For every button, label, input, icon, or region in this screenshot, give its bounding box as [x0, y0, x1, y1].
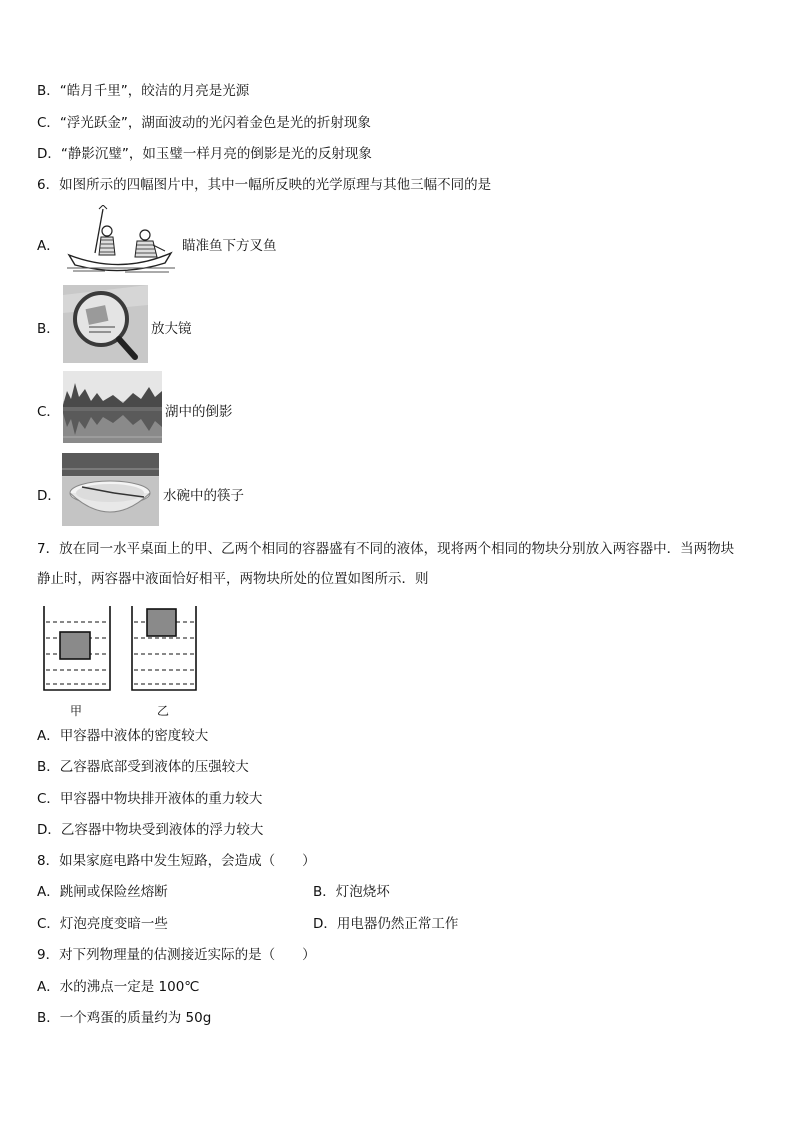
q8-option-c: C．灯泡亮度变暗一些 [37, 916, 168, 932]
q7-option-b: B．乙容器底部受到液体的压强较大 [37, 759, 249, 775]
q6-option-d-caption: 水碗中的筷子 [163, 488, 244, 504]
spear-fishing-image [65, 205, 178, 275]
containers-diagram [40, 602, 210, 698]
lake-reflection-image [63, 371, 162, 443]
q7-option-a: A．甲容器中液体的密度较大 [37, 728, 209, 744]
q8-option-d: D．用电器仍然正常工作 [313, 916, 459, 932]
q7-option-d: D．乙容器中物块受到液体的浮力较大 [37, 822, 264, 838]
q7-stem-line2: 静止时，两容器中液面恰好相平，两物块所处的位置如图所示．则 [37, 571, 429, 587]
q7-option-c: C．甲容器中物块排开液体的重力较大 [37, 791, 263, 807]
q6-option-b-caption: 放大镜 [151, 321, 192, 337]
q5-option-d: D．“静影沉璧”，如玉璧一样月亮的倒影是光的反射现象 [37, 146, 372, 162]
q6-option-d-label: D． [37, 488, 61, 504]
q6-stem: 6．如图所示的四幅图片中，其中一幅所反映的光学原理与其他三幅不同的是 [37, 177, 492, 193]
q6-option-c-caption: 湖中的倒影 [165, 404, 233, 420]
q5-option-c: C．“浮光跃金”，湖面波动的光闪着金色是光的折射现象 [37, 115, 371, 131]
q9-option-b: B．一个鸡蛋的质量约为 50g [37, 1010, 212, 1026]
q8-option-a: A．跳闸或保险丝熔断 [37, 884, 168, 900]
q8-stem: 8．如果家庭电路中发生短路，会造成（ ） [37, 853, 316, 869]
q6-option-a-caption: 瞄准鱼下方叉鱼 [182, 238, 277, 254]
bowl-chopsticks-image [62, 453, 159, 526]
q6-option-c-label: C． [37, 404, 60, 420]
q8-option-b: B．灯泡烧坏 [313, 884, 390, 900]
magnifier-image [63, 285, 148, 363]
container-label-yi: 乙 [157, 704, 170, 718]
q5-option-b: B．“皓月千里”，皎洁的月亮是光源 [37, 83, 250, 99]
q9-stem: 9．对下列物理量的估测接近实际的是（ ） [37, 947, 316, 963]
q7-stem-line1: 7．放在同一水平桌面上的甲、乙两个相同的容器盛有不同的液体，现将两个相同的物块分别放入两容器中．当两物块 [37, 541, 735, 557]
container-label-jia: 甲 [70, 704, 83, 718]
q6-option-a-label: A． [37, 238, 60, 254]
q9-option-a: A．水的沸点一定是 100℃ [37, 979, 200, 995]
q6-option-b-label: B． [37, 321, 60, 337]
